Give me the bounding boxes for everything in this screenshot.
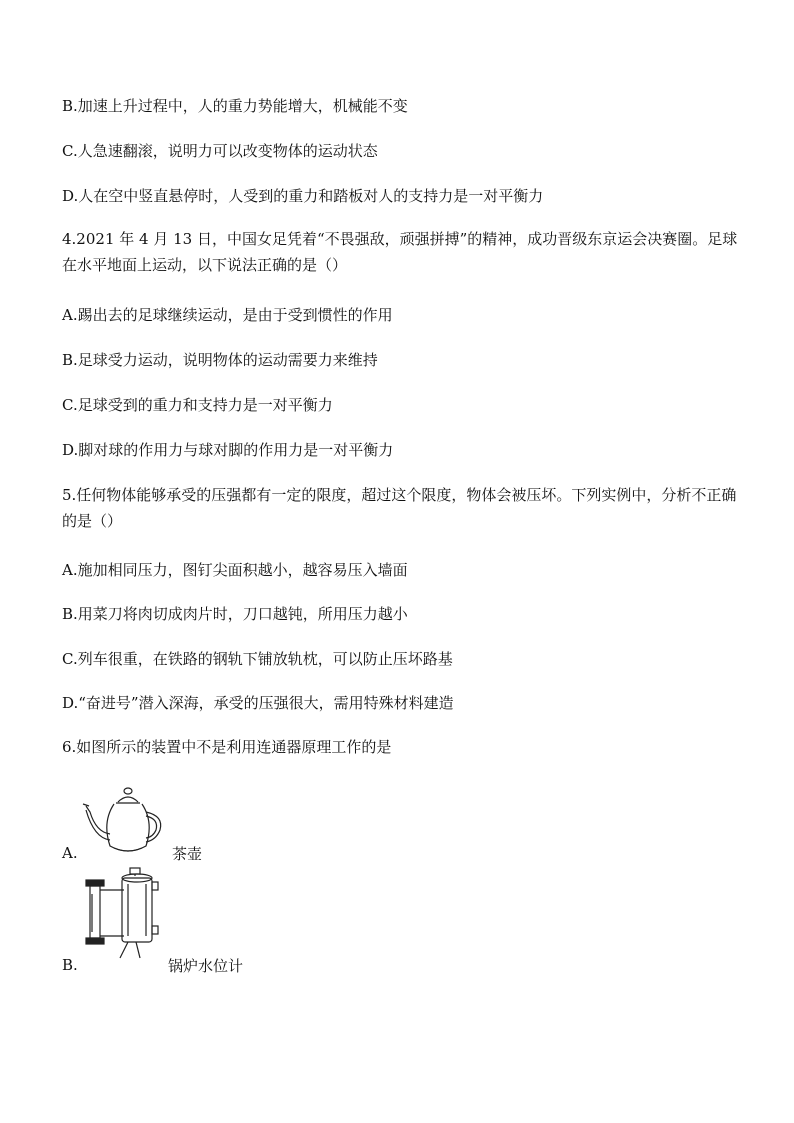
q6-option-a-caption: 茶壶 xyxy=(172,845,203,863)
q5-option-a: A.施加相同压力，图钉尖面积越小，越容易压入墙面 xyxy=(62,561,408,579)
q4-option-d: D.脚对球的作用力与球对脚的作用力是一对平衡力 xyxy=(62,441,394,459)
q3-option-b: B.加速上升过程中，人的重力势能增大，机械能不变 xyxy=(62,97,408,115)
q5-option-c: C.列车很重，在铁路的钢轨下铺放轨枕，可以防止压坏路基 xyxy=(62,650,453,668)
teapot-icon xyxy=(80,782,168,860)
q4-option-b: B.足球受力运动，说明物体的运动需要力来维持 xyxy=(62,351,378,369)
boiler-water-gauge-icon xyxy=(84,866,166,962)
q5-option-b: B.用菜刀将肉切成肉片时，刀口越钝，所用压力越小 xyxy=(62,605,408,623)
q6-option-b-letter: B. xyxy=(62,956,78,974)
q4-stem: 4.2021 年 4 月 13 日，中国女足凭着“不畏强敌，顽强拼搏”的精神，成功晋级东京运会决赛圈。足球在水平地面上运动，以下说法正确的是（） xyxy=(62,230,738,274)
q6-option-b-caption: 锅炉水位计 xyxy=(168,957,244,975)
q6-stem: 6.如图所示的装置中不是利用连通器原理工作的是 xyxy=(62,738,392,756)
q6-option-a-letter: A. xyxy=(62,844,78,862)
q4-option-c: C.足球受到的重力和支持力是一对平衡力 xyxy=(62,396,333,414)
q5-stem: 5.任何物体能够承受的压强都有一定的限度，超过这个限度，物体会被压坏。下列实例中，分析不正确的是（） xyxy=(62,486,737,530)
q4-option-a: A.踢出去的足球继续运动，是由于受到惯性的作用 xyxy=(62,306,393,324)
q3-option-d: D.人在空中竖直悬停时，人受到的重力和踏板对人的支持力是一对平衡力 xyxy=(62,187,544,205)
q5-option-d: D.“奋进号”潜入深海，承受的压强很大，需用特殊材料建造 xyxy=(62,694,454,712)
q3-option-c: C.人急速翻滚，说明力可以改变物体的运动状态 xyxy=(62,142,378,160)
